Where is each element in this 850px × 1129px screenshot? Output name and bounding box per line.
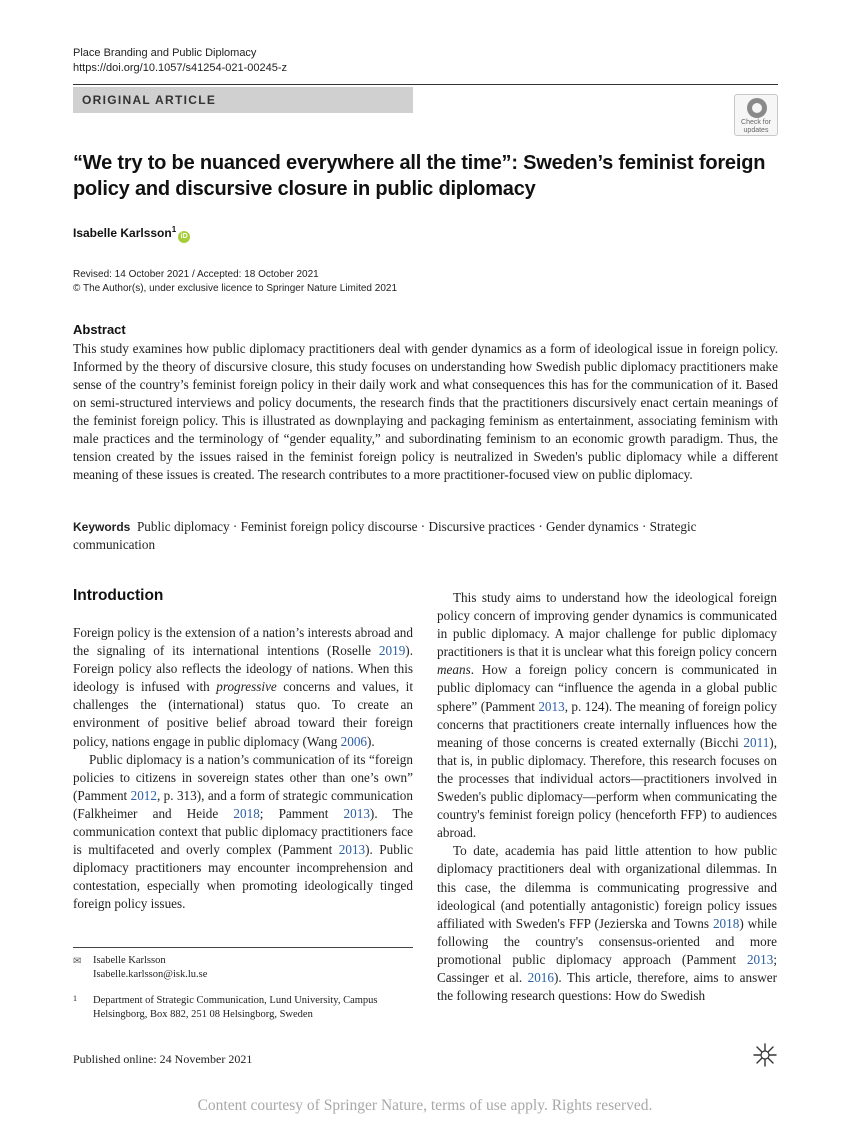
author-affiliation-marker: 1 [171, 225, 177, 234]
contact-name: Isabelle Karlsson [93, 955, 166, 966]
citation-link[interactable]: 2013 [538, 698, 565, 714]
citation-link[interactable]: 2013 [338, 842, 366, 858]
article-type-banner: ORIGINAL ARTICLE [73, 87, 413, 113]
footnote-divider [73, 947, 413, 948]
citation-link[interactable]: 2018 [233, 805, 260, 821]
journal-name: Place Branding and Public Diplomacy [73, 47, 257, 59]
check-for-updates-badge[interactable] [734, 94, 778, 136]
introduction-heading: Introduction [73, 587, 164, 604]
paragraph: This study aims to understand how the ideological foreign policy concern of improving gender dynamics is communicated in public diplomacy. A major challenge for public diplomacy practitioners is that it is unclear what this foreign policy concern means. How a foreign policy concern is communicated in public diplomacy can “influence the agenda in a global public sphere” (Pamment 2013, p. 124). The meaning of foreign policy concerns that practitioners create internally influences how the meaning of those concerns is created externally (Bicchi 2011), that is, in public diplomacy. Therefore, this research focuses on the processes that individual actors—practitioners involved in Sweden's public diplomacy—perform when communicating the country's feminist foreign policy (henceforth FFP) to audiences abroad. [437, 590, 777, 841]
keywords-label: Keywords [73, 520, 131, 534]
check-for-updates-icon [747, 98, 767, 118]
author-name[interactable]: Isabelle Karlsson [73, 226, 172, 240]
abstract-text: This study examines how public diplomacy practitioners deal with gender dynamics as a form of ideological issue in foreign policy. Informed by the theory of discursive closure, this study focuses on understanding how Swedish public diplomacy practitioners make sense of the country’s feminist foreign policy in their daily work and what consequences this has for the communication of it. Based on semi-structured interviews and policy documents, the research finds that the practitioners discursively enact certain meanings of the feminist foreign policy. This is illustrated as downplaying and packaging feminism as entertainment, associating feminism with male practices and the terminology of “gender equality,” and subordinating feminism to an economic growth paradigm. Thus, the tension created by the issues raised in the feminist foreign policy is neutralized in Sweden's public diplomacy while a different meaning of these issues is created. The research contributes to a more practitioner-focused view on public diplomacy. [73, 341, 778, 482]
published-date: Published online: 24 November 2021 [73, 1052, 253, 1066]
springer-horse-icon [752, 1042, 778, 1068]
orcid-icon[interactable]: iD [178, 231, 190, 243]
keywords [73, 518, 778, 554]
check-for-updates-label: Check for updates [741, 119, 771, 134]
paragraph: Foreign policy is the extension of a nation’s interests abroad and the signaling of its international intentions (Roselle 2019). Foreign policy also reflects the ideology of nations. When this ideology is infused with progressive concerns and values, it challenges the (international) status quo. To create an environment of positive belief abroad toward their foreign policy, nations engage in public diplomacy (Wang 2006). [73, 625, 413, 749]
contact-email[interactable]: Isabelle.karlsson@isk.lu.se [93, 969, 208, 980]
corresponding-author [73, 954, 207, 982]
footnote-number: 1 [73, 994, 77, 1003]
keywords-list: Public diplomacy · Feminist foreign policy discourse · Discursive practices · Gender dynamics · Strategic communication [73, 519, 697, 552]
article-dates [73, 268, 397, 296]
journal-header [73, 46, 287, 76]
courtesy-notice: Content courtesy of Springer Nature, terms of use apply. Rights reserved. [197, 1097, 653, 1114]
abstract-heading: Abstract [73, 322, 126, 337]
citation-link[interactable]: 2013 [746, 951, 774, 967]
affiliation-text: Department of Strategic Communication, Lund University, Campus Helsingborg, Box 882, 251 08 Helsingborg, Sweden [93, 995, 378, 1020]
citation-link[interactable]: 2019 [378, 643, 406, 659]
citation-link[interactable]: 2016 [527, 969, 554, 985]
affiliation-footnote [73, 994, 413, 1022]
journal-doi[interactable]: https://doi.org/10.1057/s41254-021-00245-z [73, 62, 288, 74]
paragraph: Public diplomacy is a nation’s communication of its “foreign policies to citizens in sovereign states other than one’s own” (Pamment 2012, p. 313), and a form of strategic communication (Falkheimer and Heide 2018; Pamment 2013). The communication context that public diplomacy practitioners face is multifaceted and overly complex (Pamment 2013). Public diplomacy practitioners may encounter incomprehension and contestation, especially when promoting ideologically tinged foreign policy issues. [73, 751, 414, 912]
citation-link[interactable]: 2012 [130, 787, 157, 803]
citation-link[interactable]: 2018 [712, 915, 740, 931]
copyright-line: © The Author(s), under exclusive licence to Springer Nature Limited 2021 [73, 283, 398, 294]
author-line [73, 225, 190, 243]
citation-link[interactable]: 2011 [743, 734, 770, 750]
revision-dates: Revised: 14 October 2021 / Accepted: 18 October 2021 [73, 269, 319, 280]
citation-link[interactable]: 2013 [343, 805, 370, 821]
body-column-left [73, 624, 413, 914]
article-title: “We try to be nuanced everywhere all the time”: Sweden’s feminist foreign policy and discursive closure in public diplomacy [73, 152, 766, 200]
body-column-right [437, 589, 777, 1005]
header-divider [73, 84, 778, 85]
envelope-icon: ✉ [73, 956, 82, 967]
paragraph: To date, academia has paid little attention to how public diplomacy practitioners deal with organizational dilemmas. In this case, the dilemma is communicating progressive and ideological (and potentially antagonistic) foreign policy issues affiliated with Sweden's FFP (Jezierska and Towns 2018) while following the country's consensus-oriented and more promotional public diplomacy approach (Pamment 2013; Cassinger et al. 2016). This article, therefore, aims to answer the following research questions: How do Swedish [437, 843, 777, 1004]
citation-link[interactable]: 2006 [340, 733, 367, 749]
